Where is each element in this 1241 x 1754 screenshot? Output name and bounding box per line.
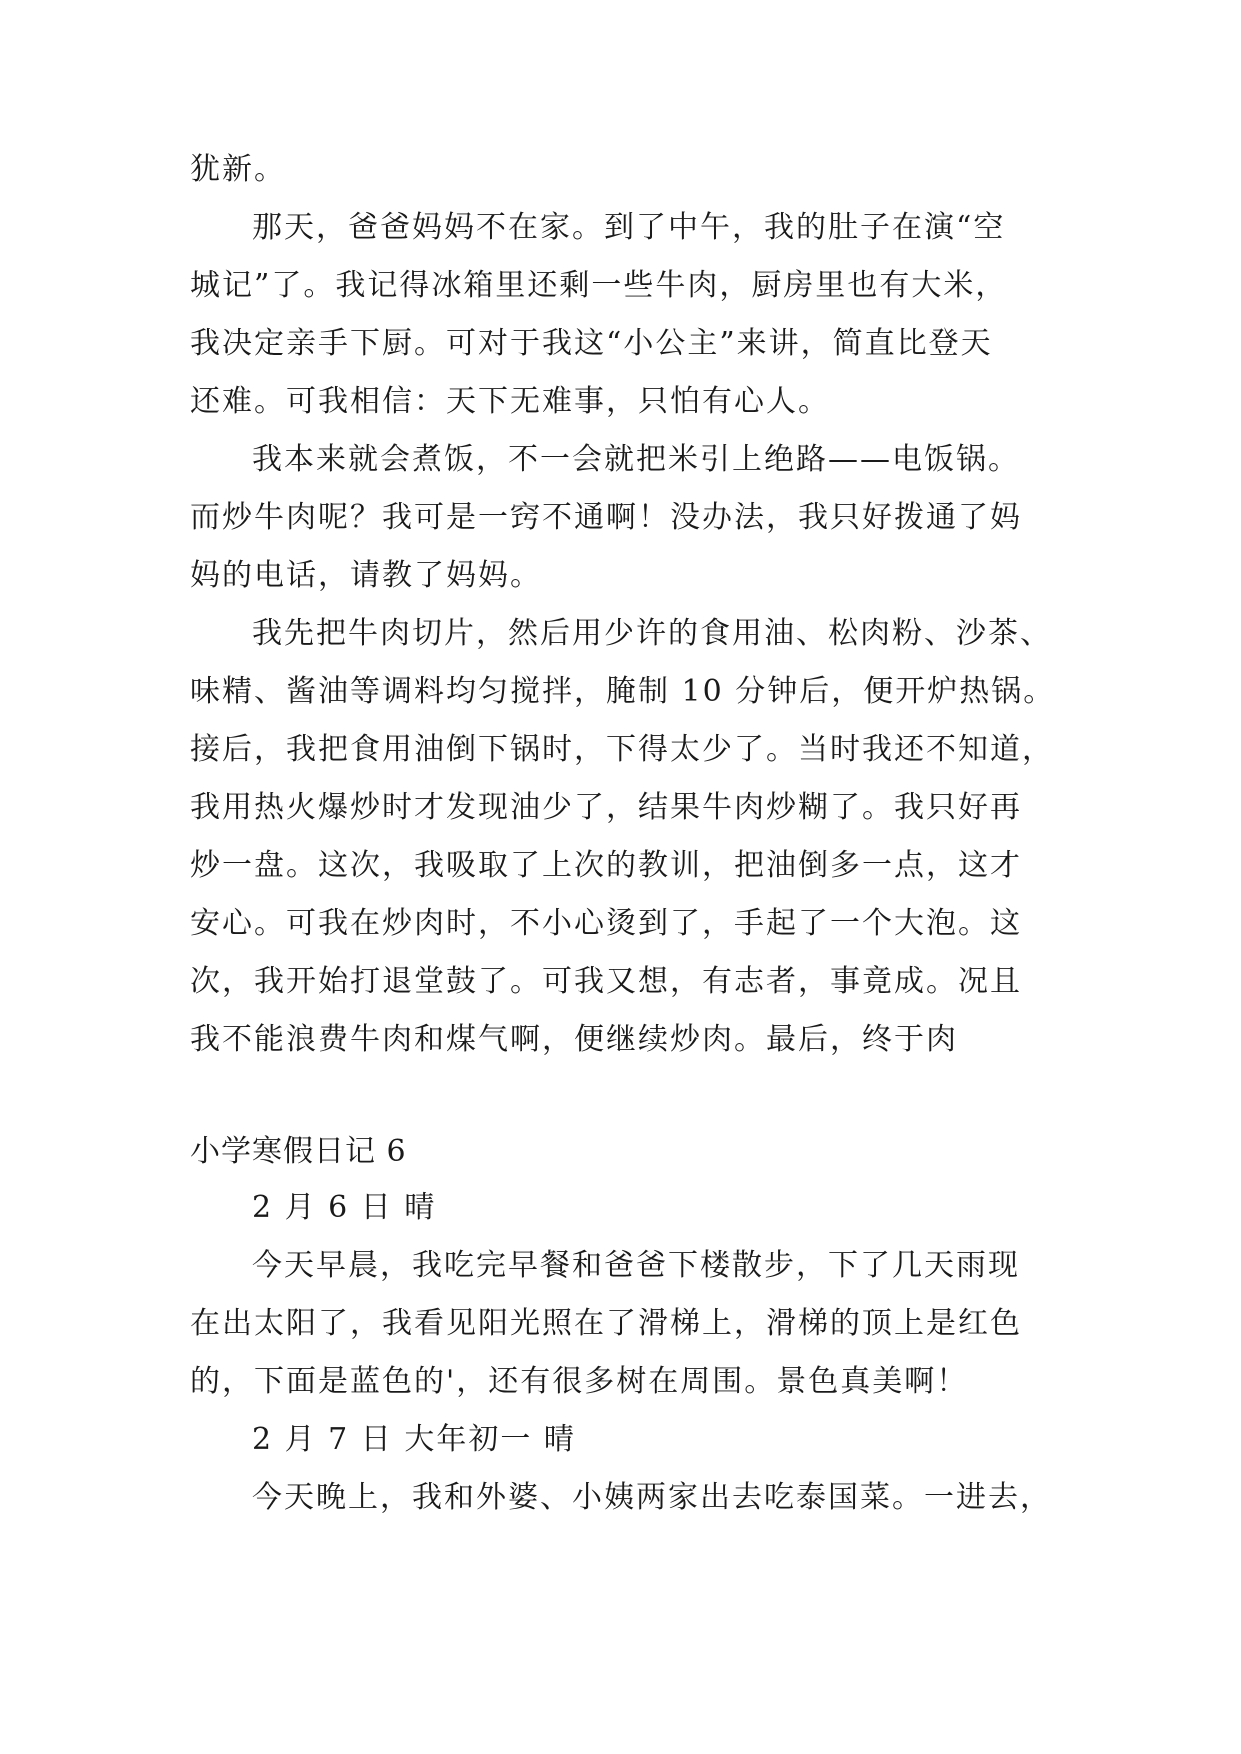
paragraph-start-line: 我先把牛肉切片，然后用少许的食用油、松肉粉、沙茶、 <box>252 616 1052 651</box>
text-line: 在出太阳了，我看见阳光照在了滑梯上，滑梯的顶上是红色 <box>190 1306 1022 1341</box>
text-line: 味精、酱油等调料均匀搅拌，腌制 10 分钟后，便开炉热锅。 <box>190 674 1056 709</box>
text-line: 而炒牛肉呢？我可是一窍不通啊！没办法，我只好拨通了妈 <box>190 500 1022 535</box>
paragraph-start-line: 那天，爸爸妈妈不在家。到了中午，我的肚子在演“空 <box>252 210 1006 245</box>
diary-date-line: 2 月 6 日 晴 <box>252 1190 437 1225</box>
text-line: 接后，我把食用油倒下锅时，下得太少了。当时我还不知道， <box>190 732 1054 767</box>
text-line: 我决定亲手下厨。可对于我这“小公主”来讲，简直比登天 <box>190 326 993 361</box>
text-line: 我用热火爆炒时才发现油少了，结果牛肉炒糊了。我只好再 <box>190 790 1022 825</box>
diary-date-line: 2 月 7 日 大年初一 晴 <box>252 1422 576 1457</box>
text-line: 安心。可我在炒肉时，不小心烫到了，手起了一个大泡。这 <box>190 906 1022 941</box>
paragraph-start-line: 我本来就会煮饭，不一会就把米引上绝路——电饭锅。 <box>252 442 1020 477</box>
text-line: 还难。可我相信：天下无难事，只怕有心人。 <box>190 384 830 419</box>
text-line: 城记”了。我记得冰箱里还剩一些牛肉，厨房里也有大米， <box>190 268 1008 303</box>
section-title: 小学寒假日记 6 <box>190 1134 407 1169</box>
text-line: 我不能浪费牛肉和煤气啊，便继续炒肉。最后，终于肉 <box>190 1022 958 1057</box>
text-line: 犹新。 <box>190 152 286 187</box>
text-line: 妈的电话，请教了妈妈。 <box>190 558 542 593</box>
text-line: 炒一盘。这次，我吸取了上次的教训，把油倒多一点，这才 <box>190 848 1022 883</box>
paragraph-start-line: 今天晚上，我和外婆、小姨两家出去吃泰国菜。一进去， <box>252 1480 1052 1515</box>
paragraph-start-line: 今天早晨，我吃完早餐和爸爸下楼散步，下了几天雨现 <box>252 1248 1020 1283</box>
text-line: 次，我开始打退堂鼓了。可我又想，有志者，事竟成。况且 <box>190 964 1022 999</box>
text-line: 的，下面是蓝色的'，还有很多树在周围。景色真美啊！ <box>190 1364 969 1399</box>
